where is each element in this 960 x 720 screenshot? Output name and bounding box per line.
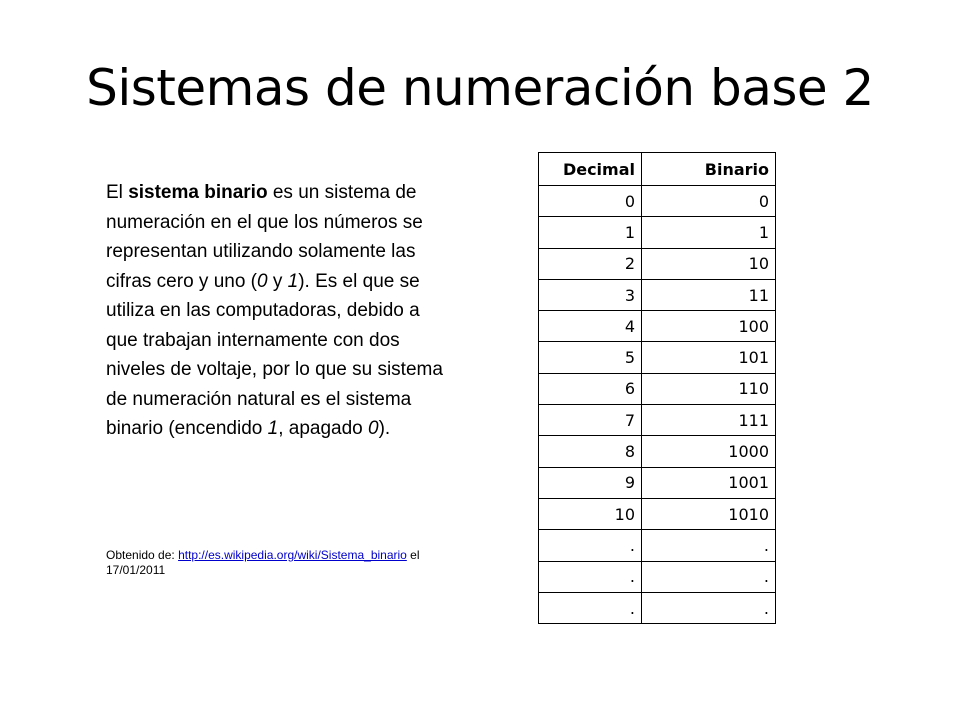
binary-cell: 100	[642, 311, 776, 342]
decimal-cell: 8	[539, 436, 642, 467]
source-suffix: el 17/01/2011	[106, 548, 420, 577]
source-prefix: Obtenido de:	[106, 548, 179, 562]
table-row	[539, 530, 776, 561]
decimal-cell: 3	[539, 279, 642, 310]
binary-cell: 10	[642, 248, 776, 279]
decimal-cell: .	[539, 561, 642, 592]
italic-digit: 0	[368, 418, 379, 439]
decimal-cell: 4	[539, 311, 642, 342]
text-segment: , apagado	[278, 418, 369, 439]
description-paragraph	[106, 178, 456, 444]
binary-cell: 111	[642, 405, 776, 436]
binary-cell: 1001	[642, 467, 776, 498]
source-note	[106, 548, 476, 578]
decimal-binary-table	[538, 152, 776, 624]
decimal-cell: .	[539, 592, 642, 623]
decimal-cell: 6	[539, 373, 642, 404]
source-link[interactable]: http://es.wikipedia.org/wiki/Sistema_binario	[178, 548, 407, 562]
header-decimal: Decimal	[539, 153, 642, 186]
binary-cell: 1010	[642, 498, 776, 529]
bold-term: sistema binario	[128, 182, 268, 203]
text-segment: El	[106, 182, 129, 203]
italic-digit: 1	[287, 270, 299, 292]
text-segment: es un sistema de numeración en el que los números se representan utilizando solamente las cifras cero y uno (	[106, 182, 423, 292]
table-row	[539, 436, 776, 467]
italic-digit: 1	[267, 418, 279, 439]
header-binary: Binario	[642, 153, 776, 186]
table-row	[539, 342, 776, 373]
binary-cell: 1000	[642, 436, 776, 467]
table-row	[539, 405, 776, 436]
table-row	[539, 592, 776, 623]
decimal-cell: 1	[539, 217, 642, 248]
decimal-cell: .	[539, 530, 642, 561]
decimal-cell: 0	[539, 186, 642, 217]
table-row	[539, 498, 776, 529]
table-row	[539, 311, 776, 342]
table-row	[539, 248, 776, 279]
table-row	[539, 561, 776, 592]
decimal-cell: 2	[539, 248, 642, 279]
slide-title: Sistemas de numeración base 2	[86, 59, 874, 117]
decimal-cell: 7	[539, 405, 642, 436]
binary-cell: 1	[642, 217, 776, 248]
binary-cell: 110	[642, 373, 776, 404]
table-row	[539, 217, 776, 248]
decimal-cell: 5	[539, 342, 642, 373]
text-segment: ). Es el que se utiliza en las computadoras, debido a que trabajan internamente con dos niveles de voltaje, por lo que su sistema de numeración natural es el sistema binario (encendido	[106, 270, 443, 439]
binary-cell: .	[642, 592, 776, 623]
binary-cell: 11	[642, 279, 776, 310]
binary-cell: .	[642, 561, 776, 592]
table-row	[539, 186, 776, 217]
table-header-row	[539, 153, 776, 186]
decimal-cell: 10	[539, 498, 642, 529]
table-row	[539, 467, 776, 498]
binary-cell: 101	[642, 342, 776, 373]
text-segment: ).	[378, 418, 391, 439]
table-row	[539, 279, 776, 310]
decimal-cell: 9	[539, 467, 642, 498]
text-segment: y	[267, 270, 288, 292]
table-row	[539, 373, 776, 404]
binary-cell: .	[642, 530, 776, 561]
binary-cell: 0	[642, 186, 776, 217]
italic-digit: 0	[257, 270, 268, 292]
